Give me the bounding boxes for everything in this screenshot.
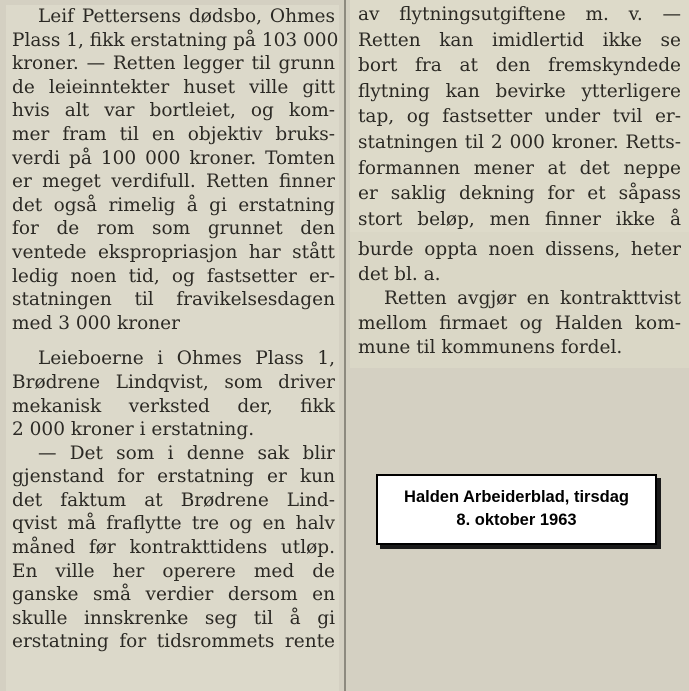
text-line: det også rimelig å gi erstatning [12, 194, 335, 216]
text-line: flytning kan bevirke ytterligere [358, 80, 681, 102]
text-line: bort fra at den fremskyndede [358, 55, 681, 77]
text-line: statningen til 2 000 kroner. Retts- [358, 131, 681, 153]
text-line: — Det som i denne sak blir [38, 442, 335, 464]
caption-date: 8. oktober 1963 [456, 511, 577, 529]
text-line: ledig noen tid, og fastsetter er- [12, 265, 335, 287]
text-line: mellom firmaet og Halden kom- [358, 312, 681, 334]
text-line: er saklig dekning for et såpass [358, 183, 681, 205]
text-line: mer fram til en objektiv bruks- [12, 123, 335, 145]
text-line: de leieinntekter huset ville gitt [12, 76, 335, 98]
right-column-bottom [350, 232, 689, 368]
text-line: burde oppta noen dissens, heter [358, 239, 681, 260]
text-line: mekanisk verksted der, fikk [12, 395, 335, 417]
text-line: Leieboerne i Ohmes Plass 1, [38, 348, 335, 370]
text-line: det faktum at Brødrene Lind- [12, 489, 335, 511]
text-line: Leif Pettersens dødsbo, Ohmes [38, 6, 335, 27]
caption-publication: Halden Arbeiderblad, tirsdag [404, 488, 629, 506]
paragraph-kontrakttvist [358, 287, 681, 361]
text-line: 2 000 kroner i erstatning. [12, 419, 255, 441]
text-line: Brødrene Lindqvist, som driver [12, 371, 335, 393]
text-line: ventede ekspropriasjon har stått [12, 241, 335, 263]
text-line: statningen til fravikelsesdagen [12, 289, 335, 311]
text-line: stort beløp, men finner ikke å [358, 208, 681, 230]
text-line: En ville her operere med de [12, 560, 335, 582]
text-line: formannen mener at det neppe [358, 157, 681, 179]
source-caption [376, 474, 657, 545]
text-line: mune til kommunens fordel. [358, 337, 623, 358]
paragraph-det-som [6, 442, 339, 654]
text-line: måned før kontrakttidens utløp. [12, 537, 335, 559]
text-line: Retten avgjør en kontrakttvist [384, 288, 681, 309]
text-line: av flytningsutgiftene m. v. — [358, 4, 681, 25]
text-line: skulle innskrenke seg til å gi [12, 607, 335, 629]
paragraph-leieboerne [6, 347, 339, 441]
text-line: er meget verdifull. Retten finner [12, 171, 335, 193]
paragraph-gap [6, 335, 339, 347]
text-line: ganske små verdier dersom en [12, 584, 335, 606]
paragraph-dissens [358, 238, 681, 287]
text-line: kroner. — Retten legger til grunn [12, 53, 335, 75]
text-line: Plass 1, fikk erstatning på 103 000 [12, 29, 339, 51]
paragraph-dodsbo [6, 5, 339, 335]
text-line: erstatning for tidsrommets rente [12, 631, 335, 653]
text-line: for de rom som grunnet den [12, 218, 335, 240]
text-line: med 3 000 kroner [12, 312, 180, 334]
right-column-top [350, 0, 689, 232]
left-column [6, 5, 339, 691]
text-line: qvist må fraflytte tre og en halv [12, 513, 335, 535]
text-line: verdi på 100 000 kroner. Tomten [12, 147, 335, 169]
text-line: Retten kan imidlertid ikke se [358, 29, 681, 51]
text-line: det bl. a. [358, 263, 441, 285]
text-line: tap, og fastsetter under tvil er- [358, 106, 681, 128]
text-line: gjenstand for erstatning er kun [12, 466, 335, 488]
text-line: hvis alt var bortleiet, og kom- [12, 100, 335, 122]
